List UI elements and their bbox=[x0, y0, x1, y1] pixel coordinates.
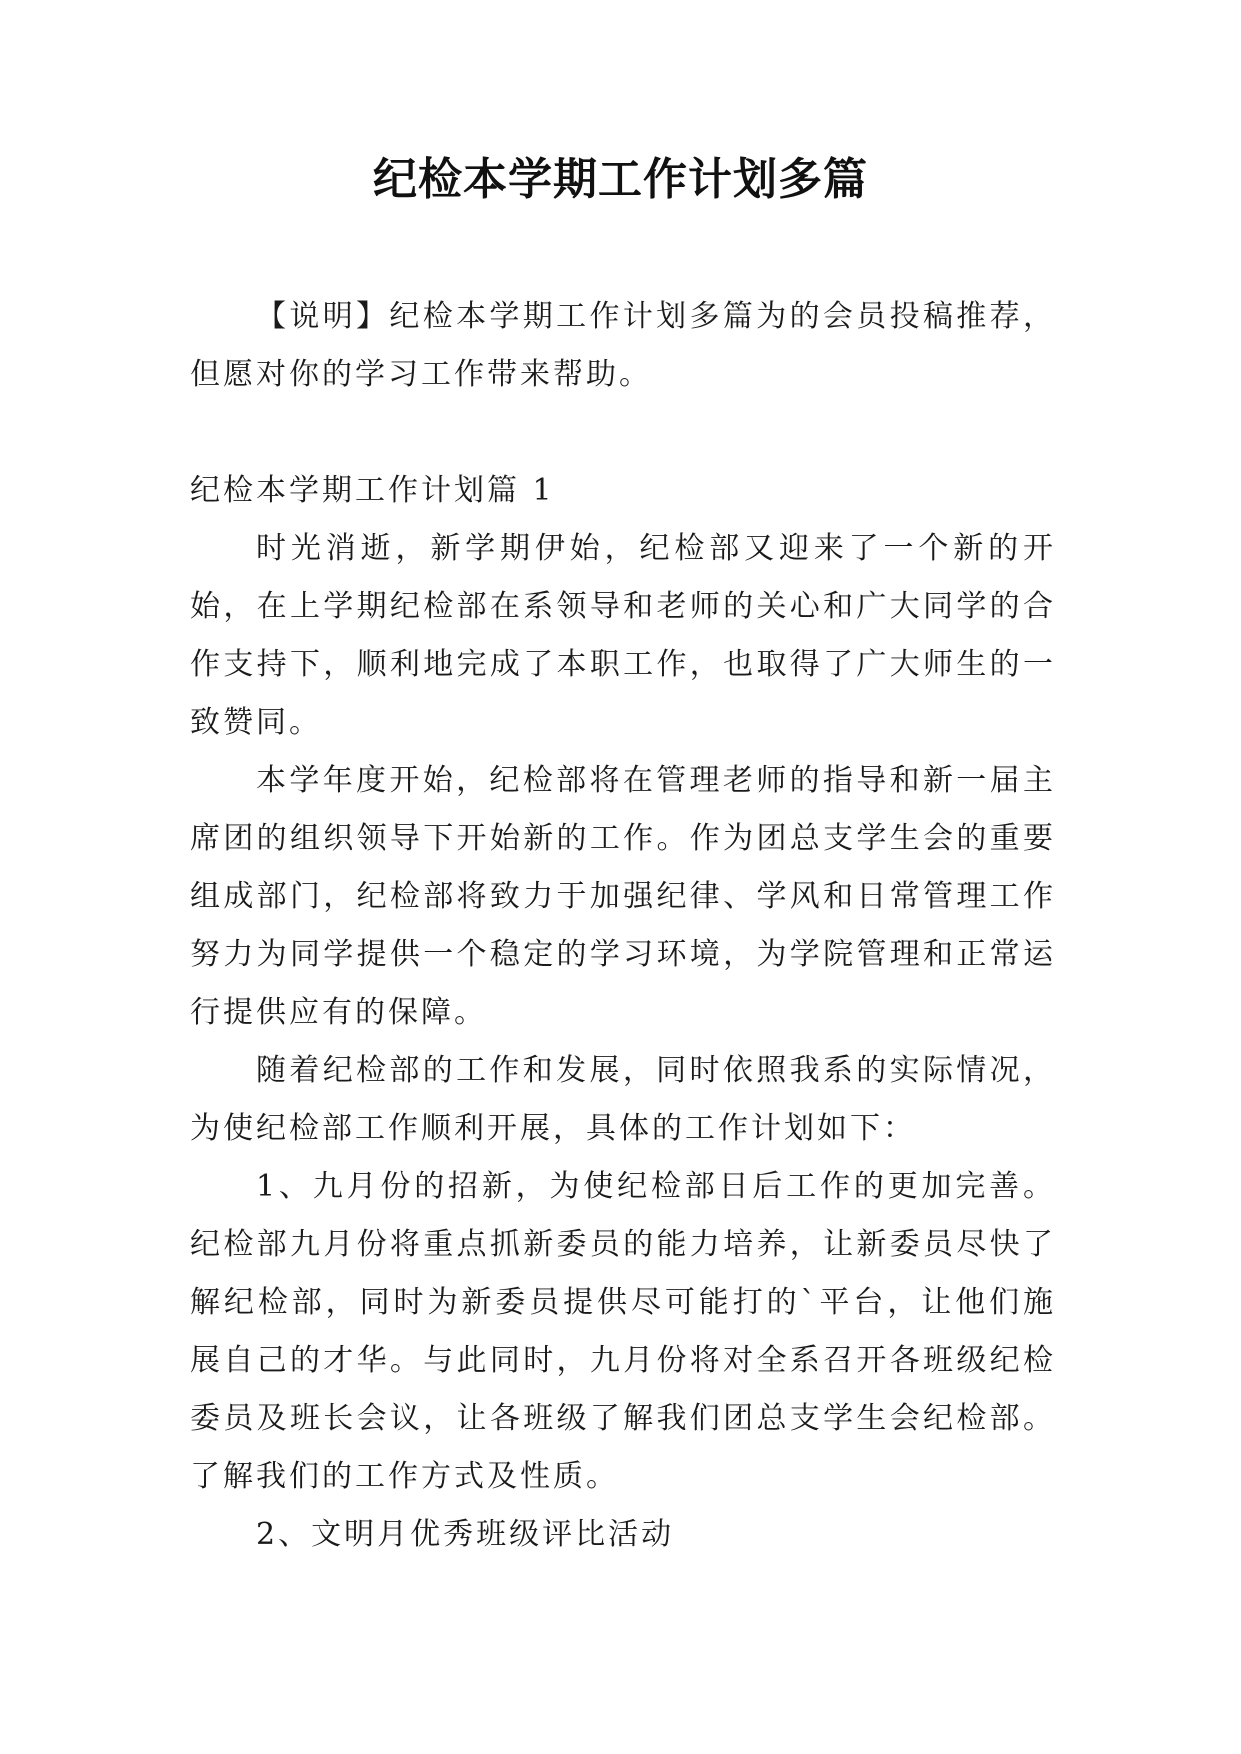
intro-paragraph: 【说明】纪检本学期工作计划多篇为的会员投稿推荐，但愿对你的学习工作带来帮助。 bbox=[190, 299, 1056, 392]
paragraph-4: 1、九月份的招新，为使纪检部日后工作的更加完善。纪检部九月份将重点抓新委员的能力培养，让新委员尽快了解纪检部，同时为新委员提供尽可能打的`平台，让他们施展自己的才华。与此同时，九月份将对全系召开各班级纪检委员及班长会议，让各班级了解我们团总支学生会纪检部。了解我们的工作方式及性质。 bbox=[190, 1169, 1056, 1494]
paragraph-2: 本学年度开始，纪检部将在管理老师的指导和新一届主席团的组织领导下开始新的工作。作为团总支学生会的重要组成部门，纪检部将致力于加强纪律、学风和日常管理工作努力为同学提供一个稳定的学习环境，为学院管理和正常运行提供应有的保障。 bbox=[190, 763, 1056, 1030]
section-heading: 纪检本学期工作计划篇 1 bbox=[190, 473, 555, 508]
paragraph-5: 2、文明月优秀班级评比活动 bbox=[256, 1517, 675, 1552]
document-body bbox=[190, 288, 1056, 1564]
paragraph-3: 随着纪检部的工作和发展，同时依照我系的实际情况，为使纪检部工作顺利开展，具体的工作计划如下： bbox=[190, 1053, 1056, 1146]
document-title: 纪检本学期工作计划多篇 bbox=[373, 154, 868, 205]
paragraph-1: 时光消逝，新学期伊始，纪检部又迎来了一个新的开始，在上学期纪检部在系领导和老师的关心和广大同学的合作支持下，顺利地完成了本职工作，也取得了广大师生的一致赞同。 bbox=[190, 531, 1056, 740]
